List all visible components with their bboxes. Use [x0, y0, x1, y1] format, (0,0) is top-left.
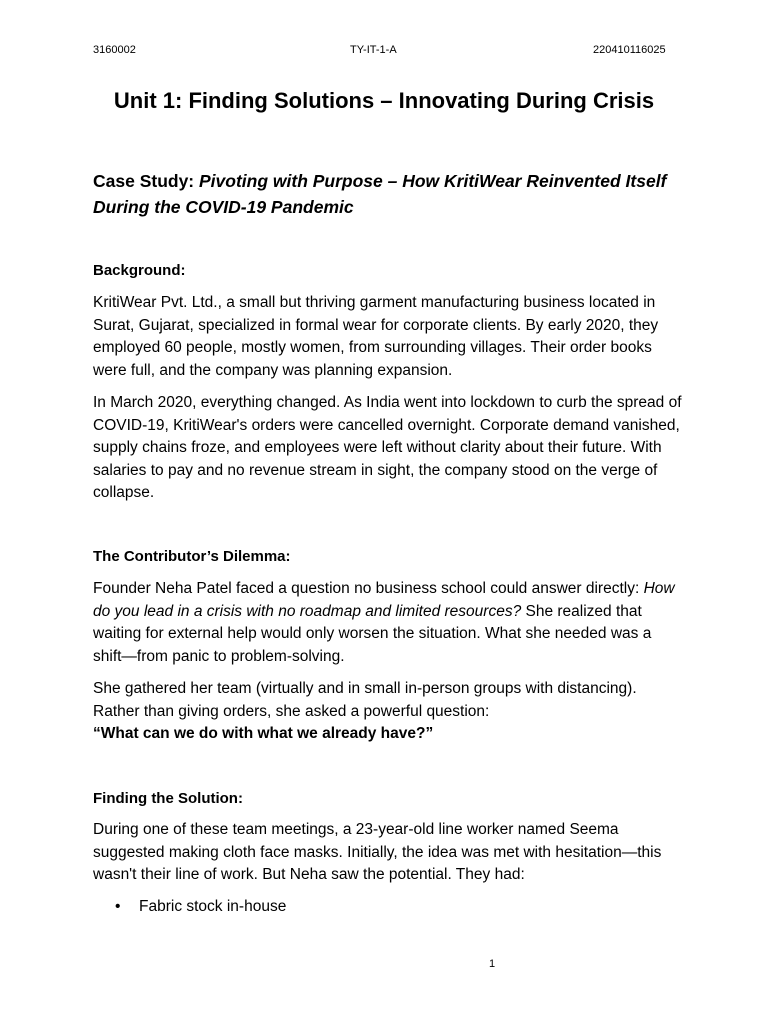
dilemma-key-question: “What can we do with what we already have?” — [93, 725, 434, 742]
background-heading: Background: — [93, 262, 186, 279]
list-item — [93, 896, 286, 918]
dilemma-paragraph-1 — [93, 578, 683, 668]
solution-heading: Finding the Solution: — [93, 790, 243, 807]
case-study-name: Pivoting with Purpose – How KritiWear Reinvented Itself During the COVID-19 Pandemic — [93, 171, 667, 217]
background-paragraph-2: In March 2020, everything changed. As India went into lockdown to curb the spread of COVID-19, KritiWear's orders were cancelled overnight. Corporate demand vanished, supply chains froze, and employees were left without clarity about their future. With salaries to pay and no revenue stream in sight, the company stood on the verge of collapse. — [93, 394, 682, 501]
list-item-text: Fabric stock in-house — [139, 898, 287, 915]
dilemma-p2-text: She gathered her team (virtually and in small in-person groups with distancing). Rather than giving orders, she asked a powerful question: — [93, 680, 637, 720]
case-study-label: Case Study: — [93, 171, 199, 191]
bullet-icon: • — [115, 898, 121, 915]
background-paragraph-1: KritiWear Pvt. Ltd., a small but thriving garment manufacturing business located in Surat, Gujarat, specialized in formal wear for corporate clients. By early 2020, they employed 60 people, mostly women, from surrounding villages. Their order books were full, and the company was planning expansion. — [93, 294, 659, 379]
dilemma-heading: The Contributor’s Dilemma: — [93, 548, 291, 565]
dilemma-p1-start: Founder Neha Patel faced a question no business school could answer directly: — [93, 580, 644, 597]
page-title: Unit 1: Finding Solutions – Innovating During Crisis — [113, 88, 655, 113]
solution-paragraph-1: During one of these team meetings, a 23-year-old line worker named Seema suggested making cloth face masks. Initially, the idea was met with hesitation—this wasn't their line of work. But Neha saw the potential. They had: — [93, 821, 662, 883]
dilemma-p1-question: How do you lead in a crisis with no roadmap and limited resources? — [93, 580, 675, 620]
dilemma-paragraph-2 — [93, 678, 683, 746]
dilemma-p1-end: She realized that waiting for external help would only worsen the situation. What she needed was a shift—from panic to problem-solving. — [93, 602, 652, 665]
header-left-code: 3160002 — [93, 44, 136, 56]
case-study-title — [93, 168, 673, 220]
resource-list — [93, 896, 286, 918]
page-number: 1 — [488, 958, 496, 970]
header-center-class: TY-IT-1-A — [350, 44, 397, 56]
header-right-id: 220410116025 — [593, 44, 666, 56]
